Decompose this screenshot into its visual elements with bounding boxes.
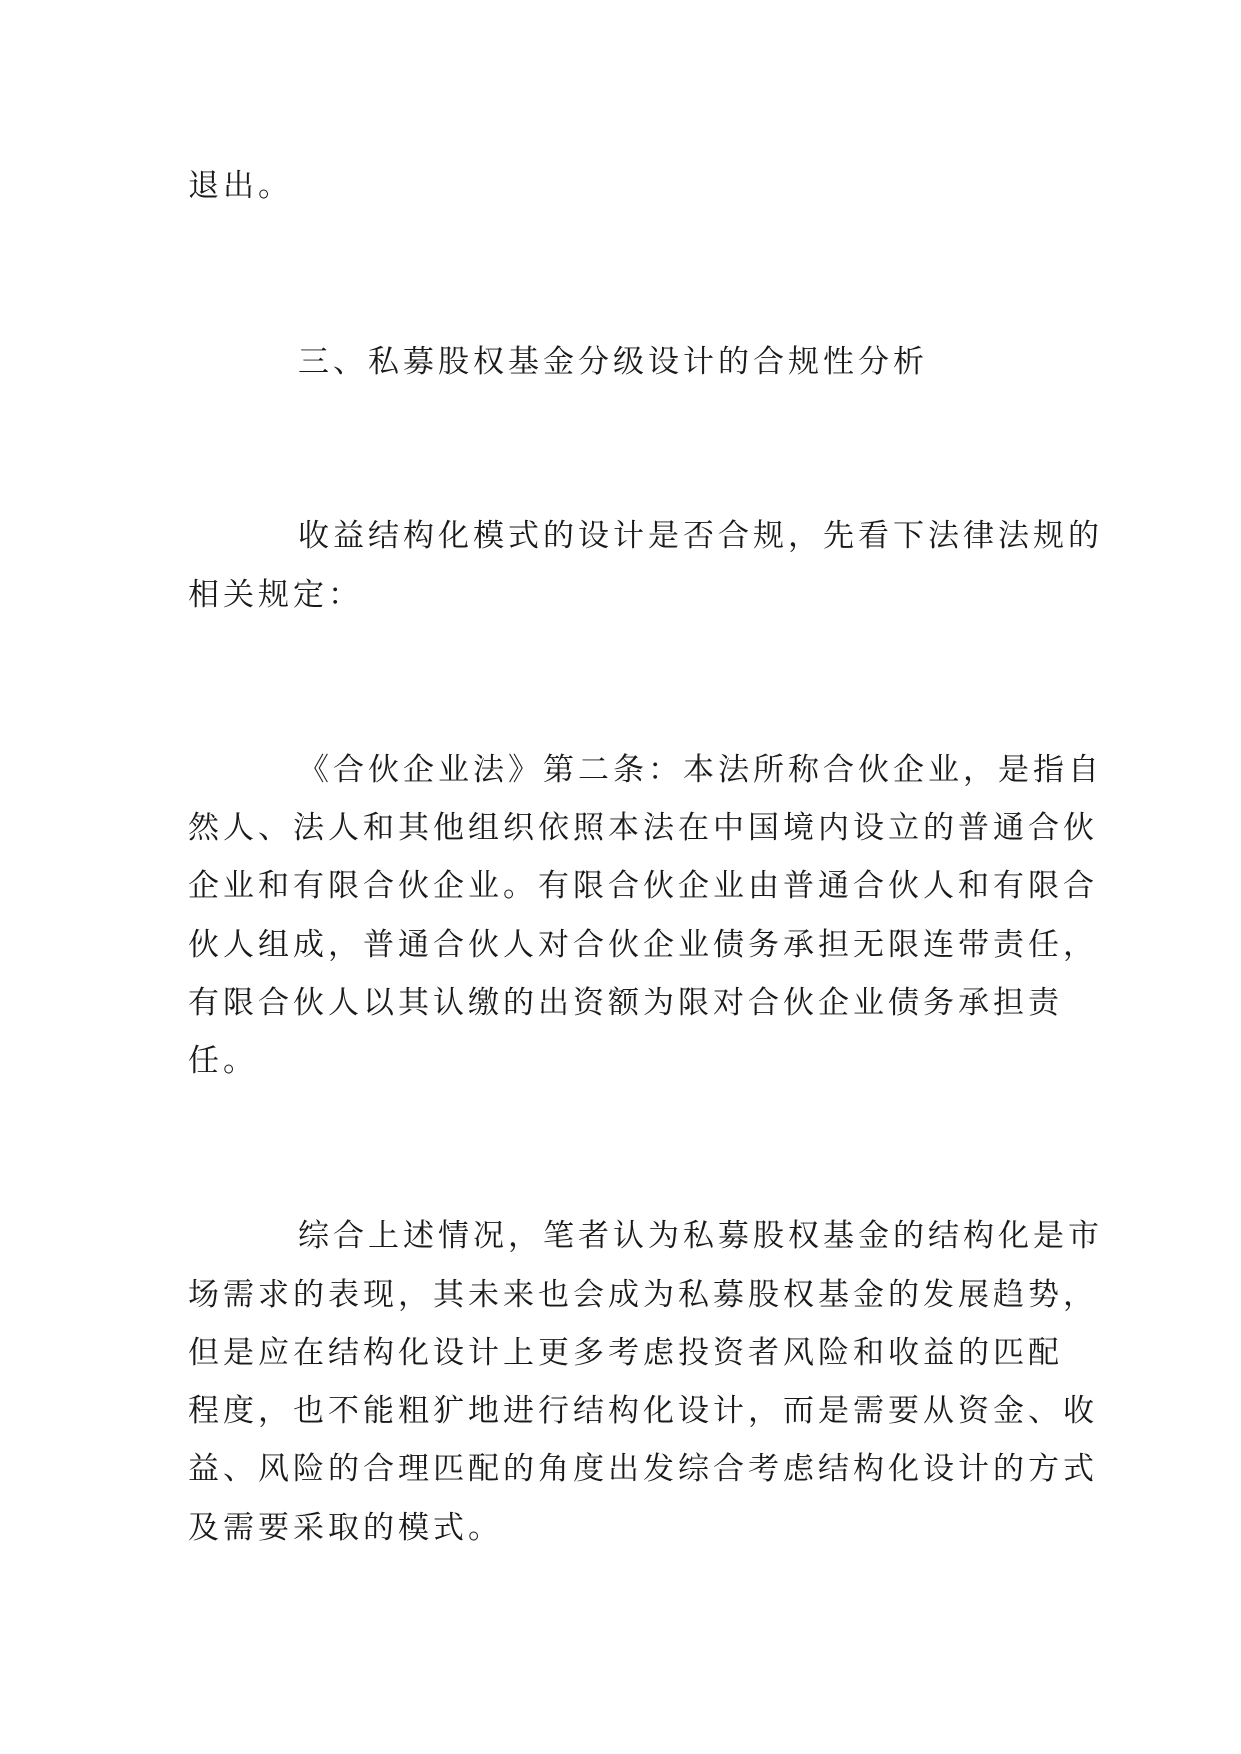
paragraph-compliance-line-1: 收益结构化模式的设计是否合规，先看下法律法规的 (298, 518, 1103, 554)
paragraph-conclusion-line-3: 但是应在结构化设计上更多考虑投资者风险和收益的匹配 (188, 1335, 1063, 1371)
paragraph-law-line-6: 任。 (188, 1043, 258, 1079)
paragraph-law-line-3: 企业和有限合伙企业。有限合伙企业由普通合伙人和有限合 (188, 868, 1098, 904)
paragraph-law-line-5: 有限合伙人以其认缴的出资额为限对合伙企业债务承担责 (188, 985, 1063, 1021)
paragraph-conclusion-line-2: 场需求的表现，其未来也会成为私募股权基金的发展趋势， (188, 1277, 1098, 1313)
paragraph-law-line-2: 然人、法人和其他组织依照本法在中国境内设立的普通合伙 (188, 810, 1098, 846)
paragraph-law-line-4: 伙人组成，普通合伙人对合伙企业债务承担无限连带责任， (188, 927, 1098, 963)
paragraph-law-line-1: 《合伙企业法》第二条：本法所称合伙企业，是指自 (298, 752, 1103, 788)
section-heading: 三、私募股权基金分级设计的合规性分析 (298, 344, 928, 380)
paragraph-conclusion-line-1: 综合上述情况，笔者认为私募股权基金的结构化是市 (298, 1218, 1103, 1254)
paragraph-exit-line: 退出。 (188, 168, 293, 204)
paragraph-compliance-line-2: 相关规定： (188, 577, 363, 613)
paragraph-conclusion-line-6: 及需要采取的模式。 (188, 1510, 503, 1546)
paragraph-conclusion-line-5: 益、风险的合理匹配的角度出发综合考虑结构化设计的方式 (188, 1451, 1098, 1487)
paragraph-conclusion-line-4: 程度，也不能粗犷地进行结构化设计，而是需要从资金、收 (188, 1393, 1098, 1429)
